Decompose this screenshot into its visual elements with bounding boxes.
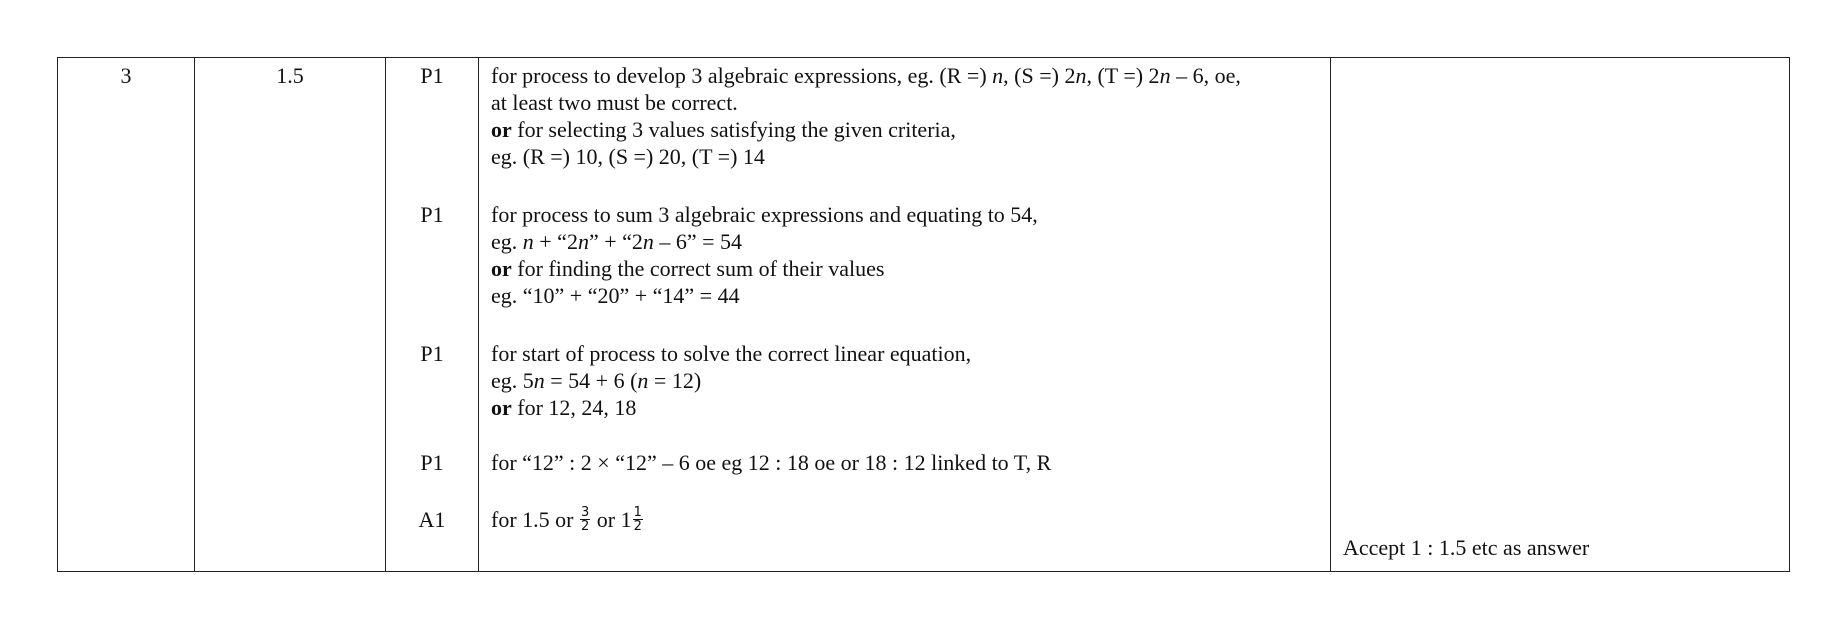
variable-n: n <box>533 368 545 393</box>
guidance-line <box>491 255 1324 282</box>
guidance-block-p1-sum <box>491 201 1324 309</box>
mark-scheme-table <box>57 57 1790 572</box>
text-run: = 54 + 6 ( <box>544 368 638 393</box>
variable-n: n <box>1075 63 1087 88</box>
text-run: for selecting 3 values satisfying the given criteria, <box>511 117 956 142</box>
variable-n: n <box>992 63 1004 88</box>
text-run: for process to develop 3 algebraic expressions, eg. (R =) <box>491 63 993 88</box>
guidance-line: eg. (R =) 10, (S =) 20, (T =) 14 <box>491 144 765 169</box>
or-keyword: or <box>491 256 512 281</box>
guidance-line: for process to sum 3 algebraic expressions and equating to 54, <box>491 202 1038 227</box>
text-run: for 1.5 or <box>491 507 579 532</box>
mark-code: P1 <box>420 63 444 88</box>
text-run: = 12) <box>648 368 702 393</box>
answer-cell <box>195 58 386 571</box>
text-run: , (T =) 2 <box>1086 63 1160 88</box>
text-run: ” + “2 <box>588 229 643 254</box>
guidance-line: at least two must be correct. <box>491 90 738 115</box>
fraction-one-half <box>633 506 643 533</box>
guidance-block-p1-expressions <box>491 62 1324 170</box>
text-run: + “2 <box>533 229 578 254</box>
guidance-line <box>491 62 1324 89</box>
guidance-line <box>491 367 1324 394</box>
or-keyword: or <box>491 117 512 142</box>
variable-n: n <box>577 229 589 254</box>
guidance-line <box>491 116 1324 143</box>
fraction-denominator: 2 <box>633 519 642 535</box>
or-keyword: or <box>491 395 512 420</box>
guidance-line <box>491 394 1324 421</box>
guidance-line <box>491 228 1324 255</box>
text-run: eg. 5 <box>491 368 534 393</box>
variable-n: n <box>522 229 534 254</box>
fraction-numerator: 1 <box>633 505 642 521</box>
fraction-denominator: 2 <box>580 519 590 535</box>
mark-code: A1 <box>418 507 446 532</box>
question-number-cell <box>58 58 195 571</box>
answer-value: 1.5 <box>276 63 304 88</box>
guidance-block-p1-solve <box>491 340 1324 421</box>
text-run: , (S =) 2 <box>1003 63 1076 88</box>
variable-n: n <box>637 368 649 393</box>
text-run: for finding the correct sum of their values <box>511 256 885 281</box>
text-run: eg. <box>491 229 523 254</box>
additional-guidance-cell <box>1331 58 1789 571</box>
text-run: – 6, oe, <box>1170 63 1241 88</box>
question-number: 3 <box>120 63 132 88</box>
text-run: or 1 <box>591 507 632 532</box>
guidance-line: for “12” : 2 × “12” – 6 oe eg 12 : 18 oe or 18 : 12 linked to T, R <box>491 450 1052 475</box>
mark-guidance-cell <box>479 58 1331 571</box>
additional-guidance-text: Accept 1 : 1.5 etc as answer <box>1343 535 1590 560</box>
guidance-line: eg. “10” + “20” + “14” = 44 <box>491 283 740 308</box>
guidance-block-a1-answer <box>491 506 1324 535</box>
guidance-line: for start of process to solve the correct linear equation, <box>491 341 972 366</box>
mark-code: P1 <box>420 450 444 475</box>
guidance-line <box>491 506 1324 535</box>
variable-n: n <box>1159 63 1171 88</box>
guidance-block-p1-ratio <box>491 449 1324 476</box>
text-run: – 6” = 54 <box>653 229 743 254</box>
fraction-numerator: 3 <box>580 505 590 521</box>
mark-cell <box>386 58 479 571</box>
mark-code: P1 <box>420 202 444 227</box>
variable-n: n <box>642 229 654 254</box>
mark-code: P1 <box>420 341 444 366</box>
text-run: for 12, 24, 18 <box>511 395 637 420</box>
fraction-three-halves <box>580 506 590 533</box>
